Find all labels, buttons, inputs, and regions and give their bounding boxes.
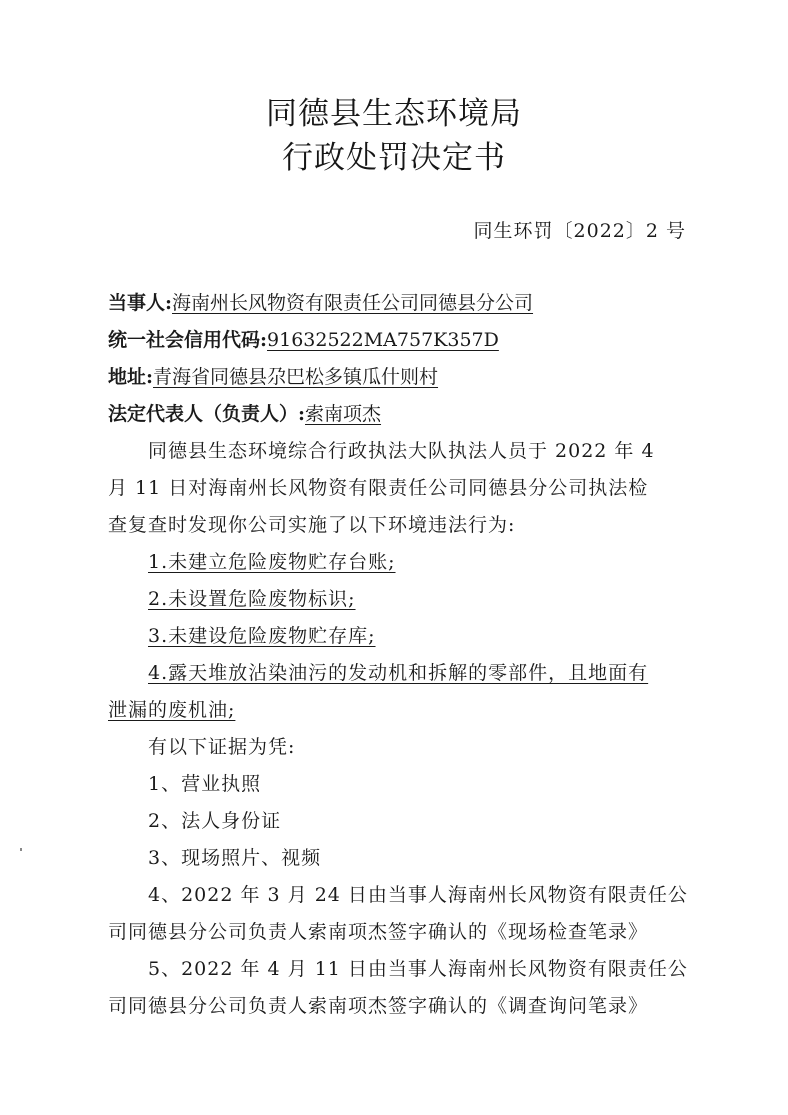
- evidence-2: 2、法人身份证: [148, 810, 282, 832]
- scan-speck: [20, 848, 22, 851]
- evidence-1: 1、营业执照: [148, 773, 262, 795]
- violation-1: 1.未建立危险废物贮存台账;: [148, 551, 396, 573]
- title-document-type: 行政处罚决定书: [282, 140, 506, 176]
- credit-code-label: 统一社会信用代码:: [108, 329, 268, 351]
- document-title: [0, 92, 788, 180]
- representative-label: 法定代表人（负责人）:: [108, 403, 306, 425]
- evidence-4-continued: 司同德县分公司负责人索南项杰签字确认的《现场检查笔录》: [108, 921, 649, 943]
- party-name-label: 当事人:: [108, 292, 173, 314]
- violation-2: 2.未设置危险废物标识;: [148, 588, 356, 610]
- violation-3: 3.未建设危险废物贮存库;: [148, 625, 376, 647]
- evidence-5: 5、2022 年 4 月 11 日由当事人海南州长风物资有限责任公: [148, 958, 688, 980]
- violation-4: 4.露天堆放沾染油污的发动机和拆解的零部件，且地面有: [148, 662, 649, 684]
- address-row: [108, 362, 438, 389]
- credit-code-value: 91632522MA757K357D: [267, 329, 499, 351]
- title-agency: 同德县生态环境局: [266, 96, 522, 132]
- document-number: 同生环罚〔2022〕2 号: [473, 220, 686, 242]
- evidence-4: 4、2022 年 3 月 24 日由当事人海南州长风物资有限责任公: [148, 884, 688, 906]
- address-value: 青海省同德县尕巴松多镇瓜什则村: [153, 366, 439, 388]
- party-name-row: [108, 288, 533, 315]
- evidence-intro: 有以下证据为凭:: [148, 736, 296, 758]
- party-name-value: 海南州长风物资有限责任公司同德县分公司: [172, 292, 534, 314]
- representative-value: 索南项杰: [305, 403, 382, 425]
- intro-line-1: 同德县生态环境综合行政执法大队执法人员于 2022 年 4: [148, 440, 655, 462]
- address-label: 地址:: [108, 366, 154, 388]
- intro-line-3: 查复查时发现你公司实施了以下环境违法行为:: [108, 514, 516, 536]
- evidence-3: 3、现场照片、视频: [148, 847, 322, 869]
- representative-row: [108, 399, 381, 426]
- credit-code-row: [108, 325, 499, 352]
- intro-line-2: 月 11 日对海南州长风物资有限责任公司同德县分公司执法检: [108, 477, 649, 499]
- evidence-5-continued: 司同德县分公司负责人索南项杰签字确认的《调查询问笔录》: [108, 995, 649, 1017]
- violation-4-continued: 泄漏的废机油;: [108, 699, 236, 721]
